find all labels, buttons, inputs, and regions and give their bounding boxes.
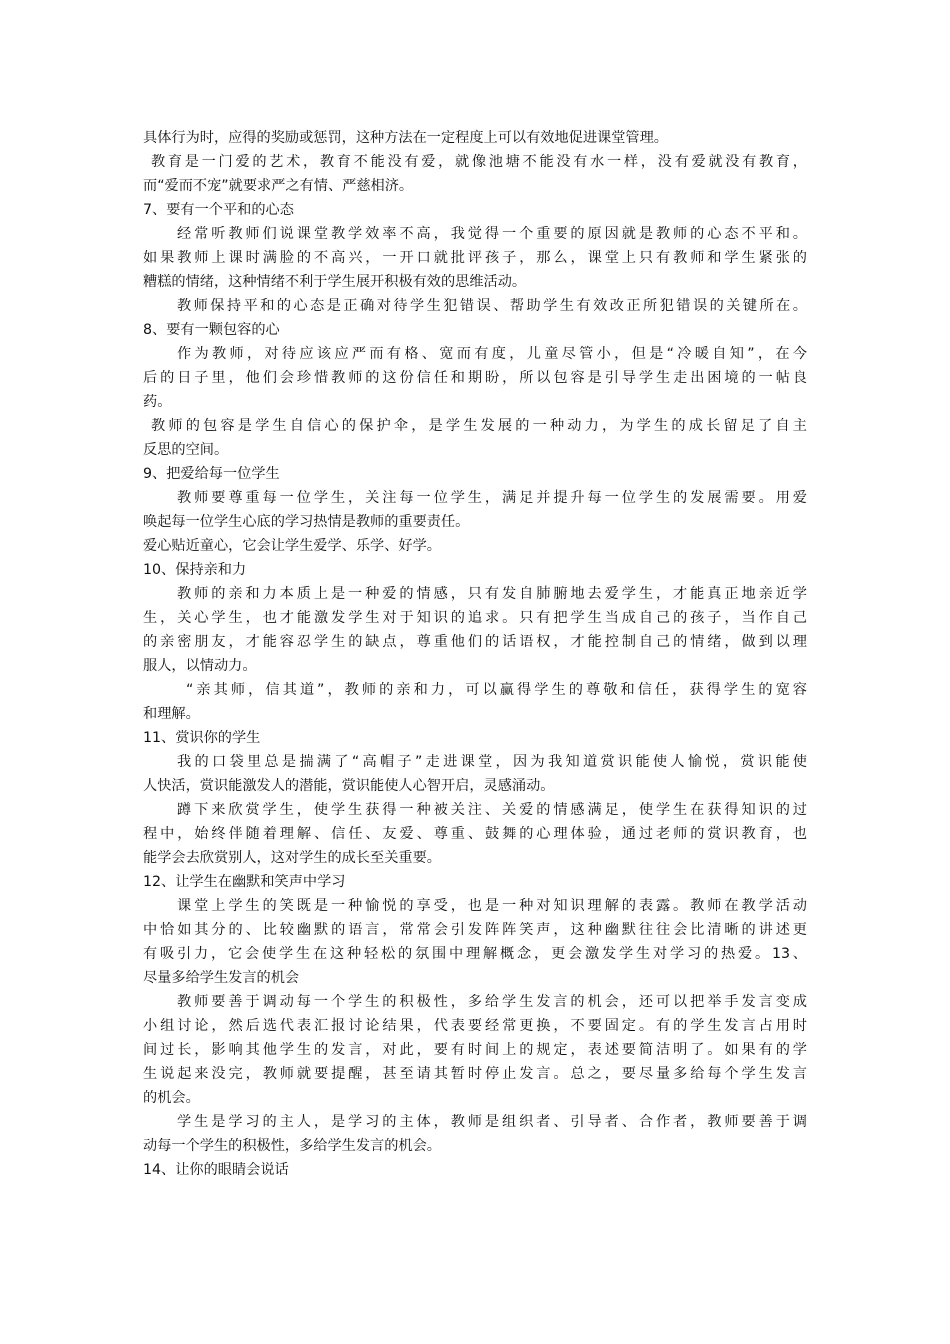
text-line: 12、让学生在幽默和笑声中学习: [143, 874, 346, 890]
text-line: 教师保持平和的心态是正确对待学生犯错误、帮助学生有效改正所犯错误的关键所在。: [177, 298, 807, 314]
text-line: 服人，以情动力。: [143, 658, 257, 674]
text-line: 爱心贴近童心，它会让学生爱学、乐学、好学。: [143, 538, 441, 554]
text-line: 蹲下来欣赏学生，使学生获得一种被关注、关爱的情感满足，使学生在获得知识的过: [177, 802, 807, 818]
text-line: 如果教师上课时满脸的不高兴，一开口就批评孩子，那么，课堂上只有教师和学生紧张的: [143, 250, 807, 266]
text-line: 教师的亲和力本质上是一种爱的情感，只有发自肺腑地去爱学生，才能真正地亲近学: [177, 586, 807, 602]
text-line: 生说起来没完，教师就要提醒，甚至请其暂时停止发言。总之，要尽量多给每个学生发言: [143, 1066, 807, 1082]
text-line: 反思的空间。: [143, 442, 229, 458]
text-line: “亲其师，信其道”，教师的亲和力，可以赢得学生的尊敬和信任，获得学生的宽容: [186, 682, 807, 698]
text-line: 8、要有一颗包容的心: [143, 322, 280, 338]
text-line: 学生是学习的主人，是学习的主体，教师是组织者、引导者、合作者，教师要善于调: [177, 1114, 807, 1130]
text-line: 动每一个学生的积极性，多给学生发言的机会。: [143, 1138, 441, 1154]
text-line: 作为教师，对待应该应严而有格、宽而有度，儿童尽管小，但是“冷暖自知”，在今: [177, 346, 807, 362]
text-line: 课堂上学生的笑既是一种愉悦的享受，也是一种对知识理解的表露。教师在教学活动: [177, 898, 807, 914]
text-line: 糟糕的情绪，这种情绪不利于学生展开积极有效的思维活动。: [143, 274, 527, 290]
text-line: 7、要有一个平和的心态: [143, 202, 294, 218]
text-line: 而“爱而不宠”就要求严之有情、严慈相济。: [143, 178, 414, 194]
text-line: 的机会。: [143, 1090, 200, 1106]
text-line: 小组讨论，然后选代表汇报讨论结果，代表要经常更换，不要固定。有的学生发言占用时: [143, 1018, 807, 1034]
text-line: 的亲密朋友，才能容忍学生的缺点，尊重他们的话语权，才能控制自己的情绪，做到以理: [143, 634, 807, 650]
text-line: 中恰如其分的、比较幽默的语言，常常会引发阵阵笑声，这种幽默往往会比清晰的讲述更: [143, 922, 807, 938]
text-line: 具体行为时，应得的奖励或惩罚，这种方法在一定程度上可以有效地促进课堂管理。: [143, 130, 668, 146]
text-line: 人快活，赏识能激发人的潜能，赏识能使人心智开启，灵感涌动。: [143, 778, 555, 794]
text-line: 生，关心学生，也才能激发学生对于知识的追求。只有把学生当成自己的孩子，当作自己: [143, 610, 807, 626]
text-line: 有吸引力，它会使学生在这种轻松的氛围中理解概念，更会激发学生对学习的热爱。13、: [143, 946, 807, 962]
text-line: 经常听教师们说课堂教学效率不高，我觉得一个重要的原因就是教师的心态不平和。: [177, 226, 807, 242]
text-line: 尽量多给学生发言的机会: [143, 970, 300, 986]
text-line: 10、保持亲和力: [143, 562, 247, 578]
text-line: 9、把爱给每一位学生: [143, 466, 280, 482]
text-line: 教育是一门爱的艺术，教育不能没有爱，就像池塘不能没有水一样，没有爱就没有教育，: [151, 154, 807, 170]
text-line: 11、赏识你的学生: [143, 730, 261, 746]
text-line: 教师的包容是学生自信心的保护伞，是学生发展的一种动力，为学生的成长留足了自主: [151, 418, 807, 434]
text-line: 药。: [143, 394, 172, 410]
text-line: 教师要善于调动每一个学生的积极性，多给学生发言的机会，还可以把举手发言变成: [177, 994, 807, 1010]
text-line: 间过长，影响其他学生的发言，对此，要有时间上的规定，表述要简洁明了。如果有的学: [143, 1042, 807, 1058]
text-line: 唤起每一位学生心底的学习热情是教师的重要责任。: [143, 514, 470, 530]
text-line: 和理解。: [143, 706, 200, 722]
text-line: 能学会去欣赏别人，这对学生的成长至关重要。: [143, 850, 441, 866]
text-line: 教师要尊重每一位学生，关注每一位学生，满足并提升每一位学生的发展需要。用爱: [177, 490, 807, 506]
text-line: 程中，始终伴随着理解、信任、友爱、尊重、鼓舞的心理体验，通过老师的赏识教育，也: [143, 826, 807, 842]
document-body: [143, 126, 807, 1182]
text-line: 14、让你的眼睛会说话: [143, 1162, 289, 1178]
text-line: 后的日子里，他们会珍惜教师的这份信任和期盼，所以包容是引导学生走出困境的一帖良: [143, 370, 807, 386]
text-line: 我的口袋里总是揣满了“高帽子”走进课堂，因为我知道赏识能使人愉悦，赏识能使: [177, 754, 807, 770]
